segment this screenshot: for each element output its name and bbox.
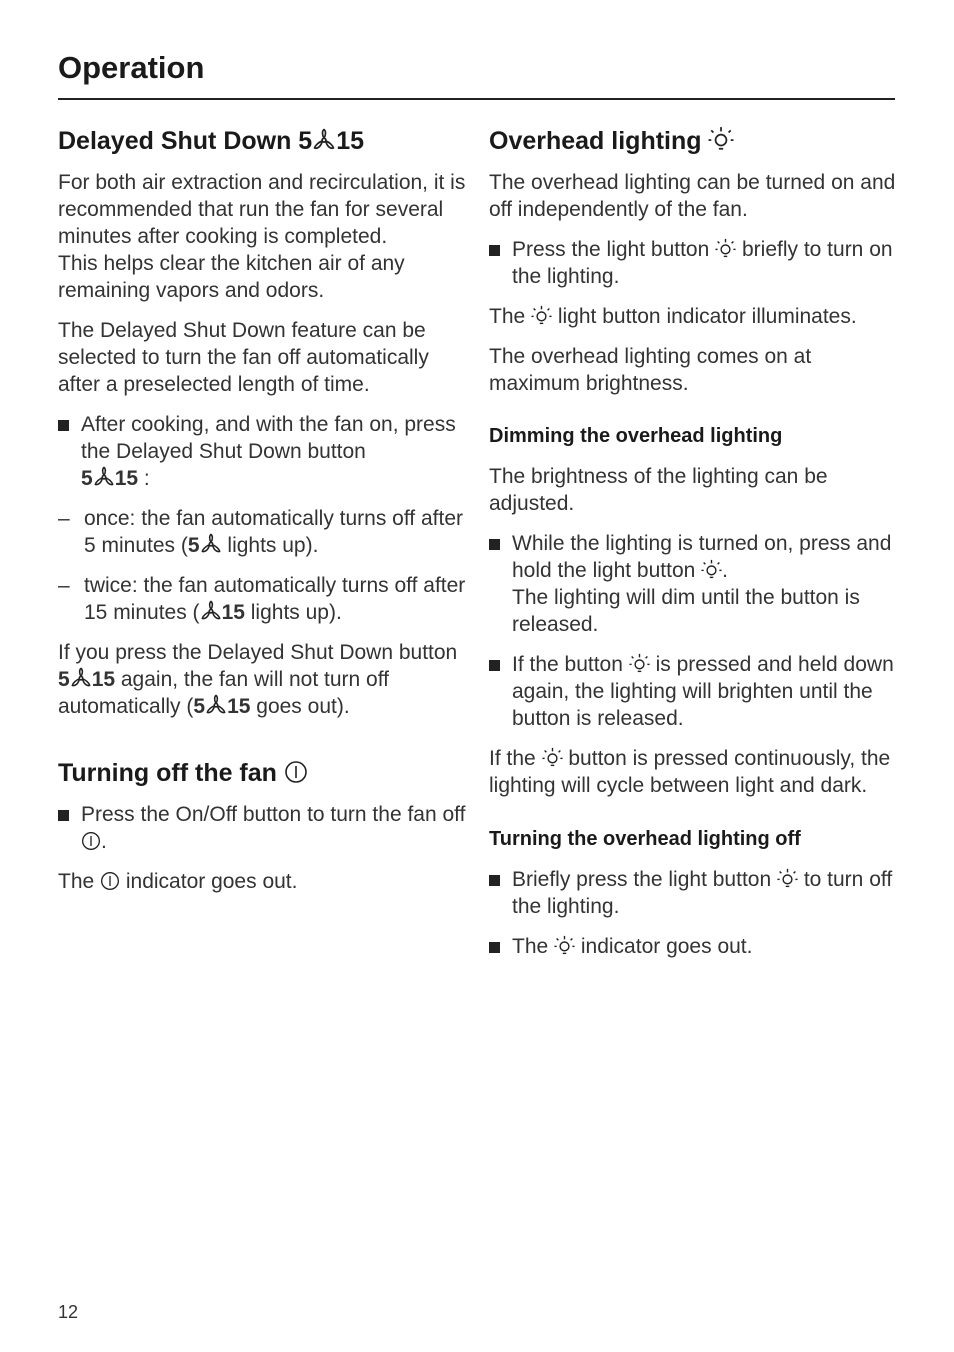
dimming-list bbox=[489, 530, 899, 732]
light-icon bbox=[701, 559, 722, 580]
subheading-lighting-off: Turning the overhead lighting off bbox=[489, 828, 801, 850]
delay-cancel-paragraph bbox=[58, 639, 468, 720]
lighting-off-text-b: to turn off the lighting. bbox=[512, 868, 893, 918]
fan-icon bbox=[70, 667, 92, 689]
lighting-indicator-bullet bbox=[489, 933, 899, 960]
light-on-list bbox=[489, 236, 899, 290]
cancel-5b: 5 bbox=[193, 695, 206, 718]
fan-icon bbox=[200, 600, 222, 622]
cancel-text-c: goes out). bbox=[250, 695, 350, 718]
delay-press-bullet bbox=[58, 411, 468, 492]
delay-colon: : bbox=[138, 467, 150, 490]
delay-once-item bbox=[58, 505, 468, 559]
delay-twice-item bbox=[58, 572, 468, 626]
brighten-text-b: is pressed and held down again, the lighting will brighten until the button is released. bbox=[512, 653, 894, 730]
once-5: 5 bbox=[187, 534, 200, 557]
once-text: once: the fan automatically turns off after 5 minutes ( bbox=[84, 507, 463, 557]
heading-delayed-shut-down bbox=[58, 124, 468, 158]
left-column bbox=[58, 124, 468, 908]
light-icon bbox=[629, 653, 650, 674]
dimming-bullet-brighten bbox=[489, 651, 899, 732]
delay-press-text: After cooking, and with the fan on, press the Delayed Shut Down button bbox=[81, 413, 456, 463]
brighten-text-a: If the button bbox=[512, 653, 623, 676]
heading-light-text: Overhead lighting bbox=[489, 127, 702, 155]
dimming-intro-paragraph: The brightness of the lighting can be adjusted. bbox=[489, 465, 828, 515]
light-on-text-a: Press the light button bbox=[512, 238, 710, 261]
indicator-text-b: indicator goes out. bbox=[120, 870, 298, 893]
page-title: Operation bbox=[58, 50, 205, 85]
power-icon bbox=[284, 760, 308, 784]
cancel-text-a: If you press the Delayed Shut Down button bbox=[58, 641, 458, 664]
heading-off-text: Turning off the fan bbox=[58, 759, 277, 787]
fan-off-bullet bbox=[58, 801, 468, 855]
light-icon bbox=[777, 868, 798, 889]
lighting-off-bullet bbox=[489, 866, 899, 920]
fan-off-list bbox=[58, 801, 468, 855]
heading-overhead-lighting bbox=[489, 124, 899, 158]
heading-turning-off-fan bbox=[58, 756, 468, 790]
fan-off-text: Press the On/Off button to turn the fan off bbox=[81, 803, 466, 826]
power-icon bbox=[100, 871, 120, 891]
cycle-text-a: If the bbox=[489, 747, 536, 770]
indicator-text-a: The bbox=[58, 870, 95, 893]
dim-hold-text-a: While the lighting is turned on, press and hold the light button bbox=[512, 532, 892, 582]
delay-feature-paragraph: The Delayed Shut Down feature can be selected to turn the fan off automatically after a preselected length of time. bbox=[58, 319, 429, 396]
page-number: 12 bbox=[58, 1302, 79, 1322]
fan-icon bbox=[312, 128, 336, 152]
once-text-end: lights up). bbox=[221, 534, 319, 557]
dim-hold-period: . bbox=[722, 559, 728, 582]
light-icon bbox=[708, 126, 734, 152]
cancel-15: 15 bbox=[91, 668, 116, 691]
light-icon bbox=[531, 305, 552, 326]
delay-bullet-list bbox=[58, 411, 468, 492]
delay-intro-text-2: This helps clear the kitchen air of any remaining vapors and odors. bbox=[58, 252, 405, 302]
lighting-off-list bbox=[489, 866, 899, 960]
cycle-text-b: button is pressed continuously, the lighting will cycle between light and dark. bbox=[489, 747, 891, 797]
light-indicator-paragraph bbox=[489, 303, 899, 330]
light-indicator-out-b: indicator goes out. bbox=[575, 935, 753, 958]
cancel-5: 5 bbox=[58, 668, 70, 691]
right-column bbox=[489, 124, 899, 973]
twice-15: 15 bbox=[221, 601, 245, 624]
subheading-dimming: Dimming the overhead lighting bbox=[489, 425, 783, 447]
cancel-15b: 15 bbox=[227, 695, 251, 718]
dimming-bullet-hold bbox=[489, 530, 899, 638]
fan-icon bbox=[205, 694, 227, 716]
light-indicator-a: The bbox=[489, 305, 526, 328]
cycle-paragraph bbox=[489, 745, 899, 799]
title-rule bbox=[58, 98, 895, 100]
fan-icon bbox=[200, 533, 222, 555]
delay-button-5: 5 bbox=[81, 467, 93, 490]
twice-text: twice: the fan automatically turns off after 15 minutes ( bbox=[84, 574, 466, 624]
power-icon bbox=[81, 831, 101, 851]
heading-delayed-15: 15 bbox=[336, 127, 365, 155]
fan-off-indicator-paragraph bbox=[58, 868, 468, 895]
light-on-text-b: briefly to turn on the lighting. bbox=[512, 238, 893, 288]
heading-delayed-text: Delayed Shut Down 5 bbox=[58, 127, 313, 155]
delay-button-15: 15 bbox=[114, 467, 139, 490]
dim-hold-text-c: The lighting will dim until the button is released. bbox=[512, 586, 860, 636]
delay-intro-text: For both air extraction and recirculation, it is recommended that run the fan for several minutes after cooking is completed. bbox=[58, 171, 466, 248]
light-icon bbox=[554, 935, 575, 956]
fan-icon bbox=[93, 466, 115, 488]
delay-dash-list bbox=[58, 505, 468, 626]
light-indicator-out-a: The bbox=[512, 935, 549, 958]
delay-intro-paragraph bbox=[58, 169, 468, 304]
lighting-off-text-a: Briefly press the light button bbox=[512, 868, 772, 891]
light-on-bullet bbox=[489, 236, 899, 290]
light-icon bbox=[715, 238, 736, 259]
light-icon bbox=[542, 747, 563, 768]
light-intro-paragraph: The overhead lighting can be turned on and off independently of the fan. bbox=[489, 171, 896, 221]
twice-text-end: lights up). bbox=[244, 601, 342, 624]
cancel-text-b: again, the fan will not turn off automatically ( bbox=[58, 668, 390, 718]
light-brightness-paragraph: The overhead lighting comes on at maximum brightness. bbox=[489, 345, 812, 395]
light-indicator-b: light button indicator illuminates. bbox=[552, 305, 857, 328]
fan-off-period: . bbox=[101, 830, 107, 853]
